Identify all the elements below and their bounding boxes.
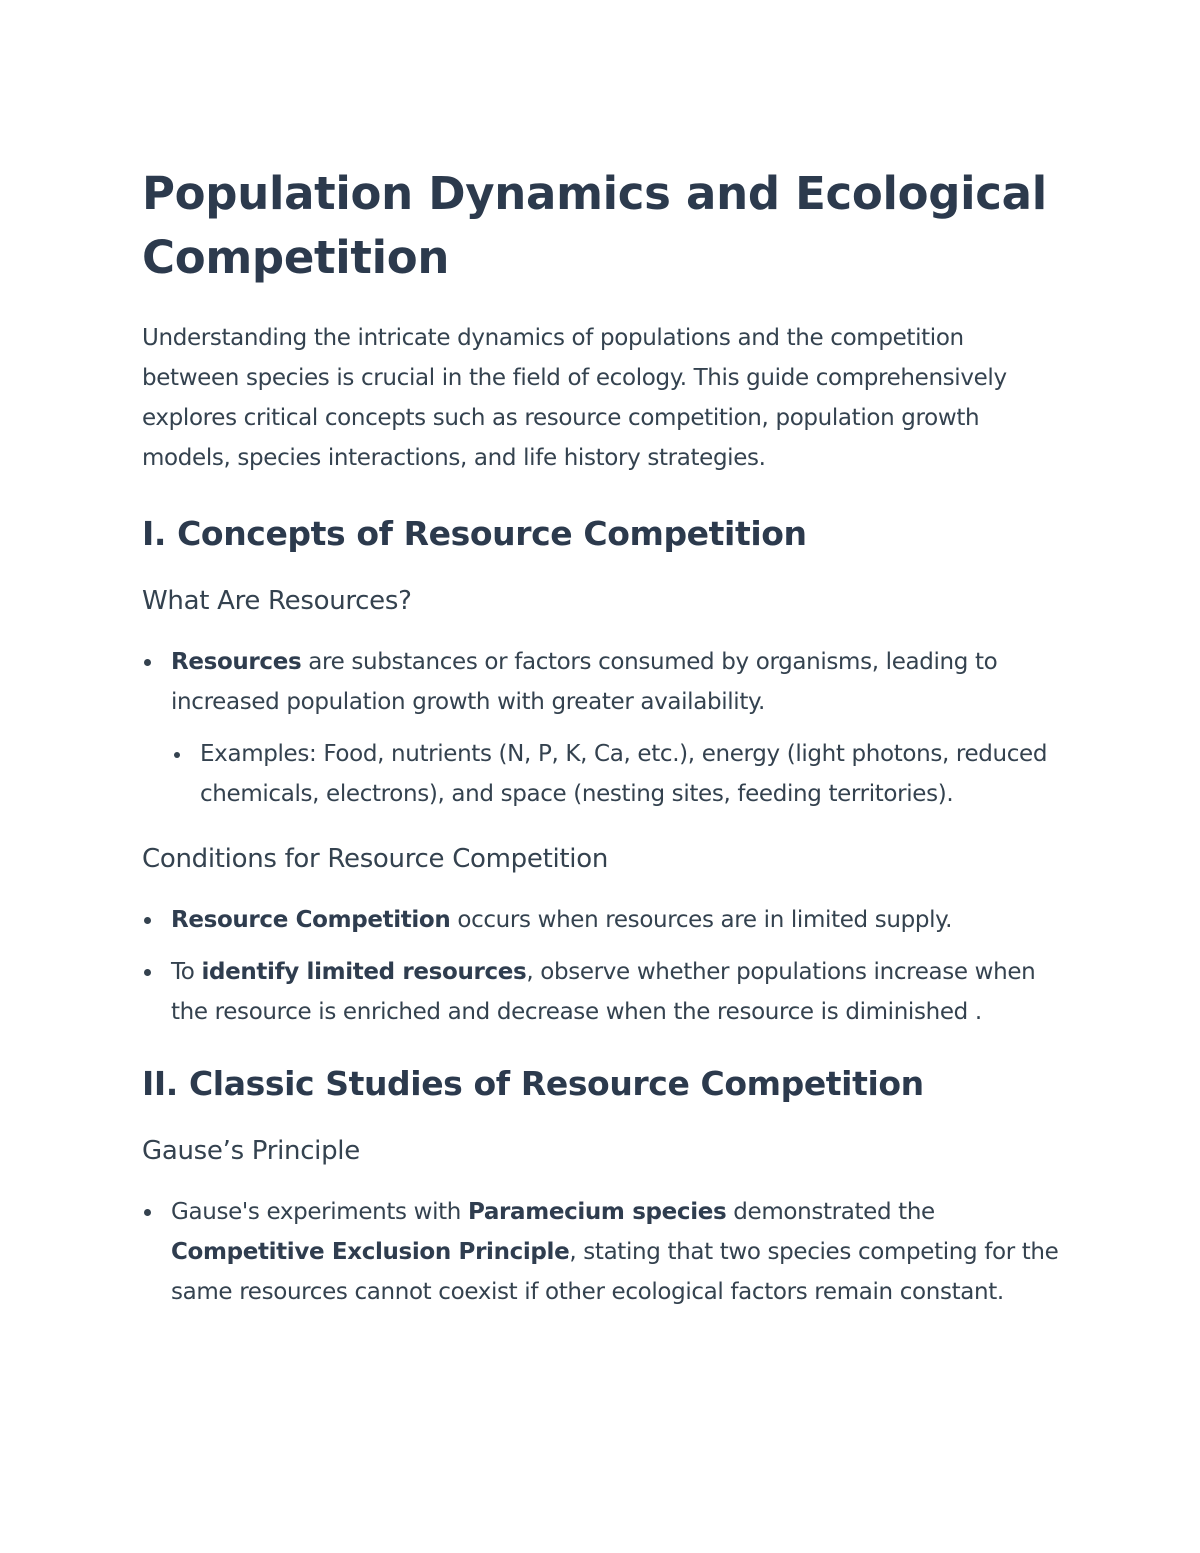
list-item	[142, 642, 1060, 814]
subheading-what-are-resources: What Are Resources?	[142, 586, 412, 616]
list-item	[142, 952, 1060, 1032]
list-item-prefix: To	[171, 959, 202, 985]
page-title: Population Dynamics and Ecological Competition	[142, 167, 1047, 284]
list-item-text: are substances or factors consumed by organisms, leading to increased population growth with greater availability.	[171, 649, 998, 715]
conditions-list	[142, 900, 1060, 1032]
bold-term: Resource Competition	[171, 907, 451, 933]
section-heading-classic-studies: II. Classic Studies of Resource Competition	[142, 1064, 924, 1103]
section-heading-resource-competition: I. Concepts of Resource Competition	[142, 514, 807, 553]
sub-list-item: Examples: Food, nutrients (N, P, K, Ca, etc.), energy (light photons, reduced chemicals, electrons), and space (nesting sites, feeding territories).	[171, 734, 1060, 814]
gause-list	[142, 1192, 1060, 1312]
bold-term: identify limited resources	[201, 959, 527, 985]
bold-term: Competitive Exclusion Principle	[171, 1239, 570, 1265]
list-item-prefix: Gause's experiments with	[171, 1199, 468, 1225]
list-item-text: occurs when resources are in limited supply.	[450, 907, 953, 933]
list-item	[142, 1192, 1060, 1312]
list-item-text: , observe whether populations increase when the resource is enriched and decrease when the resource is diminished .	[171, 959, 1036, 1025]
resources-sublist	[171, 734, 1060, 814]
list-item-text: , stating that two species competing for the same resources cannot coexist if other ecological factors remain constant.	[171, 1239, 1059, 1305]
resources-list	[142, 642, 1060, 814]
list-item-middle: demonstrated the	[726, 1199, 935, 1225]
intro-paragraph: Understanding the intricate dynamics of populations and the competition between species is crucial in the field of ecology. This guide comprehensively explores critical concepts such as resource competition, population growth models, species interactions, and life history strategies.	[142, 325, 1007, 471]
subheading-gause-principle: Gause’s Principle	[142, 1136, 360, 1166]
bold-term: Resources	[171, 649, 302, 675]
list-item	[142, 900, 1060, 940]
bold-term: Paramecium species	[468, 1199, 727, 1225]
subheading-conditions: Conditions for Resource Competition	[142, 844, 609, 874]
